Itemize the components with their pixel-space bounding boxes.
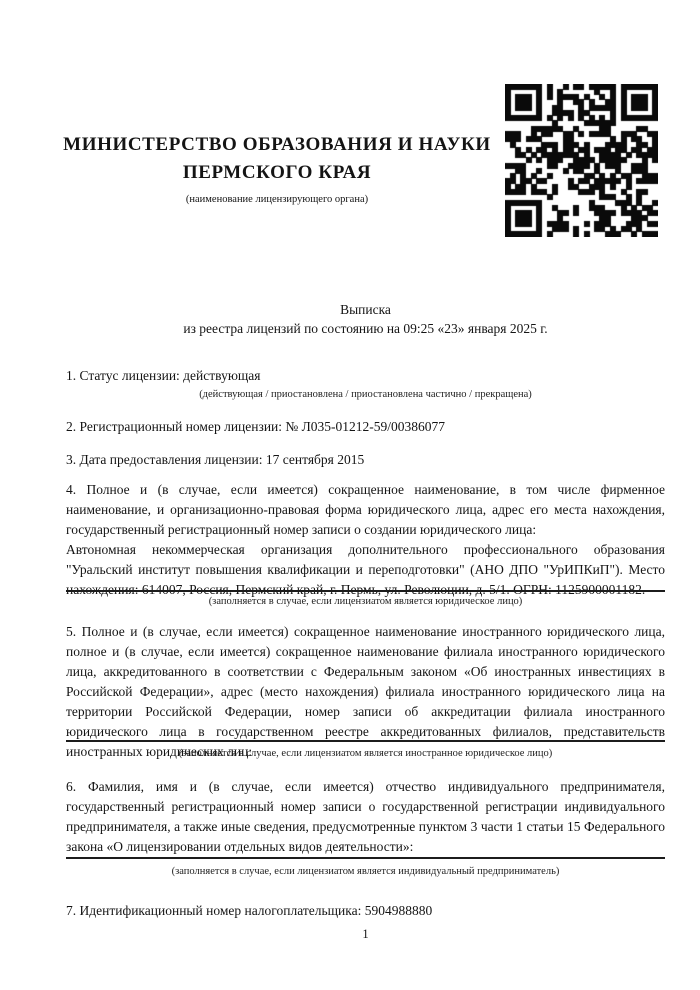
section-license-status-caption: (действующая / приостановлена / приостановлена частично / прекращена) [199, 389, 532, 400]
section-grant-date: 3. Дата предоставления лицензии: 17 сентября 2015 [66, 452, 365, 467]
page-number: 1 [362, 927, 369, 941]
section-entrepreneur [66, 777, 665, 857]
document-subtitle: из реестра лицензий по состоянию на 09:25 «23» января 2025 г. [183, 321, 548, 336]
section-registration-number: 2. Регистрационный номер лицензии: № Л035-01212-59/00386077 [66, 419, 446, 434]
section-entrepreneur-caption: (заполняется в случае, если лицензиатом является индивидуальный предприниматель) [171, 866, 560, 877]
section-foreign-entity-caption: (заполняется в случае, если лицензиатом является иностранное юридическое лицо) [178, 748, 553, 759]
section-license-status: 1. Статус лицензии: действующая [66, 368, 261, 383]
fill-line-legal-entity [66, 590, 665, 592]
section-legal-entity-caption: (заполняется в случае, если лицензиатом является юридическое лицо) [208, 596, 523, 607]
fill-line-foreign-entity [66, 740, 665, 742]
section-legal-entity [66, 480, 665, 600]
qr-code [505, 84, 658, 237]
document-title-block [66, 300, 665, 338]
ministry-name-line1: МИНИСТЕРСТВО ОБРАЗОВАНИЯ И НАУКИ [63, 134, 491, 155]
section-taxpayer-id: 7. Идентификационный номер налогоплательщика: 5904988880 [66, 903, 433, 918]
ministry-caption: (наименование лицензирующего органа) [185, 194, 369, 205]
qr-code-image [505, 84, 658, 237]
document-title: Выписка [340, 302, 391, 317]
licensing-authority-header [44, 131, 510, 206]
section-entrepreneur-text: 6. Фамилия, имя и (в случае, если имеется) отчество индивидуального предпринимателя, государственный регистрационный номер записи о государственной регистрации индивидуального предпринимателя, а также иные сведения, предусмотренные пунктом 3 части 1 статьи 15 Федерального закона «О лицензировании отдельных видов деятельности»: [66, 779, 665, 854]
section-legal-entity-value: Автономная некоммерческая организация дополнительного профессионального образования "Уральский институт повышения квалификации и переподготовки" (АНО ДПО "УрИПКиП"). Место нахождения: 614007, Россия, Пермский край, г. Пермь, ул. Революции, д. 5/1. ОГРН: 1125900001182. [66, 542, 665, 597]
ministry-name-line2: ПЕРМСКОГО КРАЯ [182, 162, 372, 183]
section-legal-entity-text: 4. Полное и (в случае, если имеется) сокращенное наименование, в том числе фирменное наименование, и организационно-правовая форма юридического лица, адрес его места нахождения, государственный регистрационный номер записи о создании юридического лица: [66, 482, 665, 537]
section-foreign-entity-text: 5. Полное и (в случае, если имеется) сокращенное наименование иностранного юридического лица, полное и (в случае, если имеется) сокращенное наименование филиала иностранного юридического лица, аккредитованного в соответствии с Федеральным законом «Об иностранных инвестициях в Российской Федерации», адрес (место нахождения) филиала иностранного юридического лица на территории Российской Федерации, номер записи об аккредитации филиала иностранного юридического лица в государственном реестре аккредитованных филиалов, представительств иностранных юридических лиц: [66, 624, 665, 759]
fill-line-entrepreneur [66, 857, 665, 859]
